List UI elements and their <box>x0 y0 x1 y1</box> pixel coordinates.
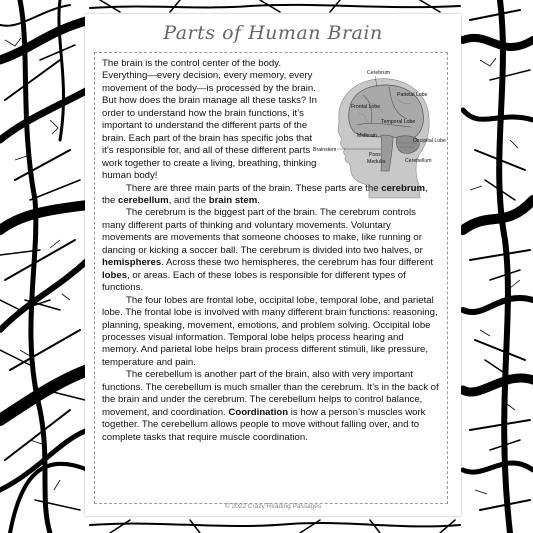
text-span: . Across these two hemispheres, the cerebrum has four different <box>161 257 433 269</box>
temporal-lobe-label: Temporal Lobe <box>381 119 416 125</box>
term-brain-stem: brain stem <box>208 194 258 206</box>
text-span: The cerebellum is another part of the brain, also with very important functions. The cerebellum is much smaller than the cerebrum. It’s in the back of the brain and under the cerebrum. The cerebellum helps to control balance, movement, and coordination. <box>102 369 439 418</box>
term-hemispheres: hemispheres <box>102 257 162 269</box>
page-title: Parts of Human Brain <box>163 22 383 44</box>
text-span: , and the <box>168 194 209 206</box>
parietal-lobe-label: Parietal Lobe <box>397 92 428 98</box>
text-span: is how a person’s muscles work together. The cerebellum allows people to move without falling over, and to complete tasks that require muscle coordination. <box>102 406 426 443</box>
medulla-label: Medulla <box>367 159 386 165</box>
occipital-lobe-label: Occipital Lobe <box>413 138 446 144</box>
term-coordination: Coordination <box>228 406 289 418</box>
text-span: . <box>257 194 260 206</box>
midbrain-label: Midbrain <box>357 133 377 139</box>
copyright-footer: © 2022 Crazy Reading Passages <box>224 503 322 510</box>
brainstem-label: Brainstem <box>313 147 337 153</box>
cerebellum-label: Cerebellum <box>405 158 432 164</box>
text-span: There are three main parts of the brain. These parts are the <box>126 182 382 194</box>
term-cerebrum: cerebrum <box>381 182 425 194</box>
frontal-lobe-label: Frontal Lobe <box>351 104 381 110</box>
pons-label: Pons <box>369 152 381 158</box>
reading-passage <box>102 58 442 444</box>
paragraph-cerebellum <box>102 369 442 444</box>
paragraph-cerebrum <box>102 207 442 294</box>
worksheet-page <box>85 14 461 516</box>
term-cerebellum: cerebellum <box>118 194 169 206</box>
text-span: , the <box>102 182 428 206</box>
text-span: , or areas. Each of these lobes is responsible for different types of functions. <box>102 269 406 294</box>
text-span: The cerebrum is the biggest part of the brain. The cerebrum controls many different parts of thinking and voluntary movements. Voluntary movements are movements that someone chooses to make, like running or dancing or kicking a soccer ball. The cerebrum is divided into two halves, or <box>102 207 423 256</box>
term-lobes: lobes <box>102 269 128 281</box>
paragraph-main-parts <box>102 183 442 208</box>
paragraph-lobes: The four lobes are frontal lobe, occipital lobe, temporal lobe, and parietal lobe. The frontal lobe is involved with many different brain functions: reasoning, planning, speaking, movement, emotions, and problem solving. Occipital lobe processes visual information. Temporal lobe helps process hearing and memory. And parietal lobe helps brain process different stimuli, like pressure, temperature and pain. <box>102 294 438 368</box>
cerebrum-label: Cerebrum <box>367 70 391 76</box>
intro-paragraph: The brain is the control center of the body. Everything—every decision, every memory, every movement of the body—is processed by the brain. But how does the brain manage all these tasks? In order to understand how the brain functions, it’s important to understand the different parts of the brain. Each part of the brain has specific jobs that it’s responsible for, and all of these different parts work together to create a living, breathing, thinking human body! <box>102 58 317 182</box>
